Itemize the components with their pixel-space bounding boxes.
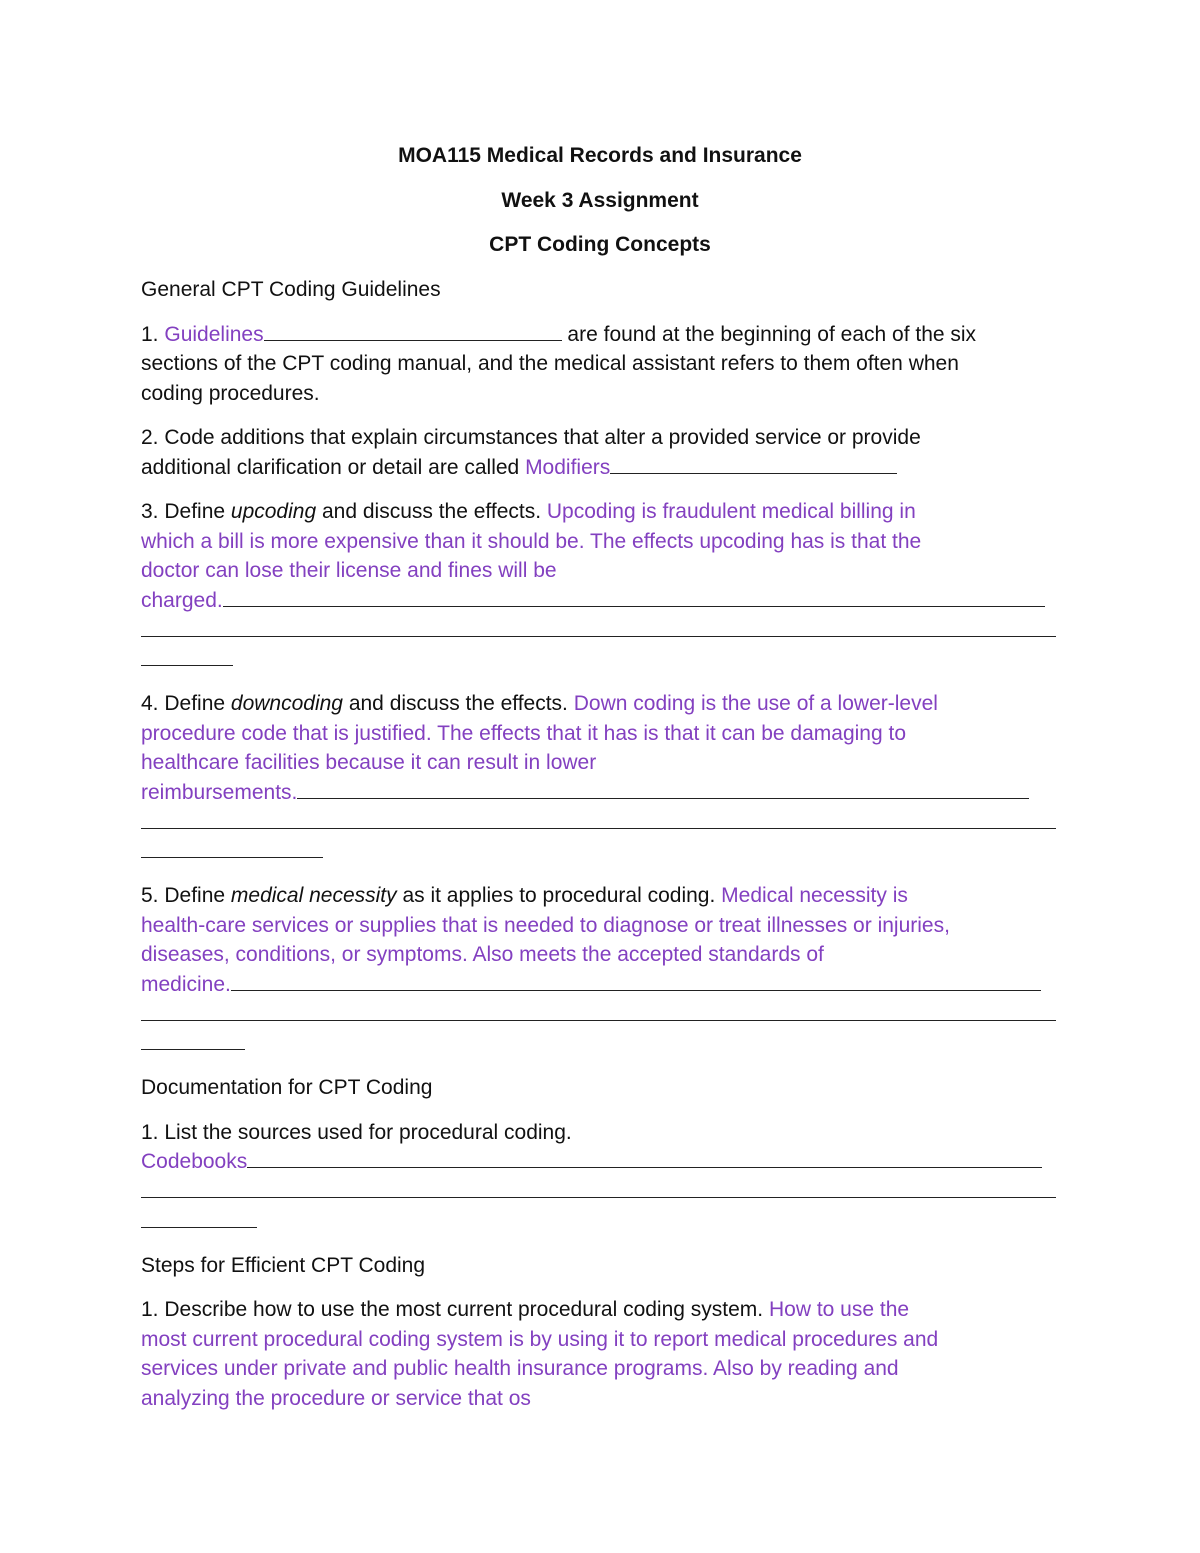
answer-line: [297, 779, 1029, 799]
answer-line: [141, 615, 1059, 645]
course-title: MOA115 Medical Records and Insurance: [398, 144, 802, 167]
answer-line: [247, 1148, 1042, 1168]
answer-line: [141, 1206, 1059, 1236]
fill-blank: [264, 321, 562, 341]
answer-line: [141, 1177, 1059, 1207]
question-5-medical-necessity: 5. Define medical necessity as it applies to procedural coding. Medical necessity is health-care services or supplies that is needed to diagnose or treat illnesses or injuries, diseases, conditions, or symptoms. Also meets the accepted standards of medicine.: [141, 881, 1059, 1058]
question-current-system: 1. Describe how to use the most current procedural coding system. How to use the most current procedural coding system is by using it to report medical procedures and services under private and public health insurance programs. Also by reading and analyzing the procedure or service that os: [141, 1298, 939, 1410]
answer-line: [141, 837, 1059, 867]
answer-line: [141, 999, 1059, 1029]
section-heading-general: General CPT Coding Guidelines: [141, 278, 441, 301]
answer-modifiers: Modifiers: [525, 455, 611, 479]
term-medical-necessity: medical necessity: [230, 884, 397, 907]
question-3-upcoding: 3. Define upcoding and discuss the effects. Upcoding is fraudulent medical billing in which a bill is more expensive than it should be. The effects upcoding has is that the doctor can lose their license and fines will be charged.: [141, 497, 1059, 674]
question-1-guidelines: 1. Guidelines are found at the beginning of each of the six sections of the CPT coding manual, and the medical assistant refers to them often when coding procedures.: [141, 322, 977, 405]
answer-guidelines: Guidelines: [164, 322, 264, 346]
assignment-title: Week 3 Assignment: [501, 189, 699, 212]
topic-title: CPT Coding Concepts: [489, 233, 711, 256]
answer-line: [141, 645, 1059, 675]
section-heading-documentation: Documentation for CPT Coding: [141, 1076, 433, 1099]
question-sources: 1. List the sources used for procedural coding. Codebooks: [141, 1118, 1059, 1236]
answer-line: [223, 587, 1045, 607]
document-body: [141, 275, 1059, 1428]
section-heading-steps: Steps for Efficient CPT Coding: [141, 1253, 426, 1277]
answer-line: [141, 807, 1059, 837]
fill-blank: [610, 454, 897, 474]
term-upcoding: upcoding: [230, 500, 317, 523]
term-downcoding: downcoding: [230, 692, 343, 715]
answer-codebooks: Codebooks: [141, 1150, 248, 1173]
question-2-modifiers: 2. Code additions that explain circumstances that alter a provided service or provide additional clarification or detail are called Modifiers: [141, 426, 921, 479]
answer-line: [141, 1029, 1059, 1059]
question-4-downcoding: 4. Define downcoding and discuss the effects. Down coding is the use of a lower-level procedure code that is justified. The effects that it has is that it can be damaging to healthcare facilities because it can result in lower reimbursements.: [141, 689, 1059, 866]
answer-line: [231, 971, 1041, 991]
